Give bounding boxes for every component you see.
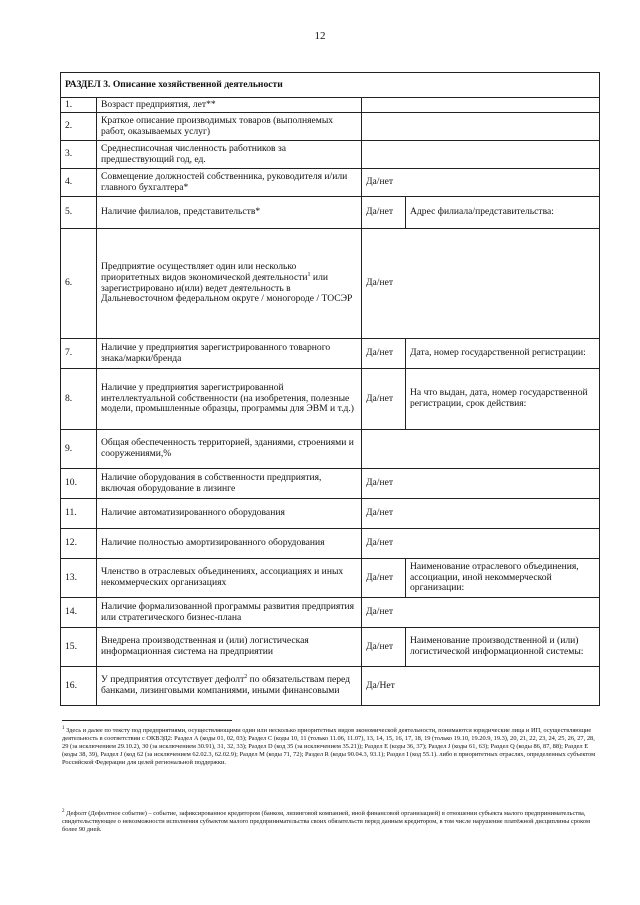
table-row (61, 529, 600, 559)
detail-field[interactable]: Дата, номер государственной регистрации: (406, 339, 600, 369)
table-row (61, 667, 600, 706)
row-number: 6. (61, 229, 97, 339)
row-question: Наличие филиалов, представительств* (97, 197, 362, 229)
table-row (61, 98, 600, 113)
footnote-text: Здесь и далее по тексту под предприятиями, осуществляющими один или несколько приоритетных видов экономической деятельности, понимаются юридические лица и ИП, осуществляющие деятельность в соответствии с ОКВЭД2: Раздел А (коды 01, 02, 03); Раздел С (коды 10, 11 (только 11.06, 11.07), 13, 14, 15, 16, 17, 18, 19 (только 19.10, 19.20.9, 19.3), 20, 21, 22, 23, 24, 25, 26, 27, 28, 29 (за исключением 29.10.2), 30 (за исключением 30.91), 31, 32, 33); Раздел D (код 35 (за исключением 35.21)); Раздел Е (коды 36, 37); Раздел J (коды 61, 63); Раздел Q (коды 86, 87, 88); Раздел Е (коды 38, 39), Раздел J (код 62 (за исключением 62.02.3, 62.02.9); Раздел М (коды 71, 72); Раздел R (коды 90.04.3, 93.1); Раздел I (код 55.1). либо в приоритетных отраслях, определенных субъектом Российской Федерации для целей региональной поддержки. (62, 727, 596, 766)
yes-no-answer[interactable]: Да/нет (362, 499, 600, 529)
yes-no-answer[interactable]: Да/Нет (362, 667, 600, 706)
row-question: Членство в отраслевых объединениях, ассоциациях и иных некоммерческих организациях (97, 559, 362, 598)
table-row (61, 469, 600, 499)
row-question: Наличие формализованной программы развития предприятия или стратегического бизнес-плана (97, 598, 362, 628)
row-question: Наличие автоматизированного оборудования (97, 499, 362, 529)
row-number: 10. (61, 469, 97, 499)
footnote-ref[interactable]: 1 (307, 271, 311, 278)
yes-no-answer[interactable]: Да/нет (362, 559, 406, 598)
table-row (61, 598, 600, 628)
footnote-mark: 1 (62, 725, 65, 731)
footnote-1 (62, 727, 597, 767)
detail-field[interactable]: Адрес филиала/представительства: (406, 197, 600, 229)
row-question (97, 667, 362, 706)
row-question: Возраст предприятия, лет** (97, 98, 362, 113)
table-row (61, 559, 600, 598)
detail-field[interactable]: Наименование отраслевого объединения, ассоциации, иной некоммерческой организации: (406, 559, 600, 598)
row-number: 2. (61, 113, 97, 141)
table-row (61, 113, 600, 141)
table-row (61, 229, 600, 339)
yes-no-answer[interactable]: Да/нет (362, 339, 406, 369)
question-text-part: по обязательствам перед банками, лизинговыми компаниями, иными финансовыми (101, 674, 351, 696)
footnote-mark: 2 (62, 808, 65, 814)
row-question: Наличие полностью амортизированного оборудования (97, 529, 362, 559)
footnote-ref[interactable]: 2 (244, 674, 248, 681)
row-question: Среднесписочная численность работников за предшествующий год, ед. (97, 141, 362, 169)
row-number: 16. (61, 667, 97, 706)
table-row (61, 369, 600, 430)
row-question: Наличие у предприятия зарегистрированной интеллектуальной собственности (на изобретения, полезные модели, промышленные образцы, программы для ЭВМ и т.д.) (97, 369, 362, 430)
page-number: 12 (314, 30, 326, 42)
yes-no-answer[interactable]: Да/нет (362, 169, 600, 197)
section-title: РАЗДЕЛ 3. Описание хозяйственной деятельности (61, 73, 600, 98)
row-number: 11. (61, 499, 97, 529)
footnote-2 (62, 810, 597, 834)
row-number: 1. (61, 98, 97, 113)
question-text-part: или зарегистрировано и(или) ведет деятельность в Дальневосточном федеральном округе / моногороде / ТОСЭР (101, 271, 353, 305)
yes-no-answer[interactable]: Да/нет (362, 369, 406, 430)
footnote-divider (62, 720, 232, 721)
yes-no-answer[interactable]: Да/нет (362, 598, 600, 628)
row-number: 8. (61, 369, 97, 430)
yes-no-answer[interactable]: Да/нет (362, 628, 406, 667)
row-number: 9. (61, 430, 97, 469)
detail-field[interactable]: Наименование производственной и (или) логистической информационной системы: (406, 628, 600, 667)
row-question: Наличие оборудования в собственности предприятия, включая оборудование в лизинге (97, 469, 362, 499)
answer-field[interactable] (362, 430, 600, 469)
yes-no-answer[interactable]: Да/нет (362, 197, 406, 229)
row-question: Общая обеспеченность территорией, зданиями, строениями и сооружениями,% (97, 430, 362, 469)
table-row (61, 430, 600, 469)
table-row (61, 499, 600, 529)
detail-field[interactable]: На что выдан, дата, номер государственной регистрации, срок действия: (406, 369, 600, 430)
row-question: Совмещение должностей собственника, руководителя и/или главного бухгалтера* (97, 169, 362, 197)
table-row (61, 339, 600, 369)
question-text-part: Предприятие осуществляет один или несколько приоритетных видов экономической деятельности (101, 261, 308, 283)
answer-field[interactable] (362, 113, 600, 141)
section-header-row (61, 73, 600, 98)
row-number: 5. (61, 197, 97, 229)
row-number: 15. (61, 628, 97, 667)
yes-no-answer[interactable]: Да/нет (362, 469, 600, 499)
answer-field[interactable] (362, 141, 600, 169)
row-number: 7. (61, 339, 97, 369)
row-question (97, 229, 362, 339)
question-text-part: У предприятия отсутствует дефолт (101, 674, 245, 686)
row-number: 13. (61, 559, 97, 598)
row-question: Наличие у предприятия зарегистрированного товарного знака/марки/бренда (97, 339, 362, 369)
business-activity-table (60, 72, 600, 706)
row-question: Внедрена производственная и (или) логистическая информационная система на предприятии (97, 628, 362, 667)
table-row (61, 141, 600, 169)
yes-no-answer[interactable]: Да/нет (362, 529, 600, 559)
answer-field[interactable] (362, 98, 600, 113)
row-question: Краткое описание производимых товаров (выполняемых работ, оказываемых услуг) (97, 113, 362, 141)
footnote-text: Дефолт (Дефолтное событие) – событие, зафиксированное кредитором (банком, лизинговой компанией, иной финансовой организацией) в отношении субъекта малого предпринимательства, свидетельствующее о невозможности исполнения субъектом малого предпринимательства своих обязательств перед данным кредитором, в том числе нарушение платёжной дисциплины сроком более 90 дней. (62, 810, 590, 833)
row-number: 4. (61, 169, 97, 197)
row-number: 3. (61, 141, 97, 169)
row-number: 12. (61, 529, 97, 559)
table-row (61, 197, 600, 229)
yes-no-answer[interactable]: Да/нет (362, 229, 600, 339)
table-row (61, 169, 600, 197)
row-number: 14. (61, 598, 97, 628)
table-row (61, 628, 600, 667)
